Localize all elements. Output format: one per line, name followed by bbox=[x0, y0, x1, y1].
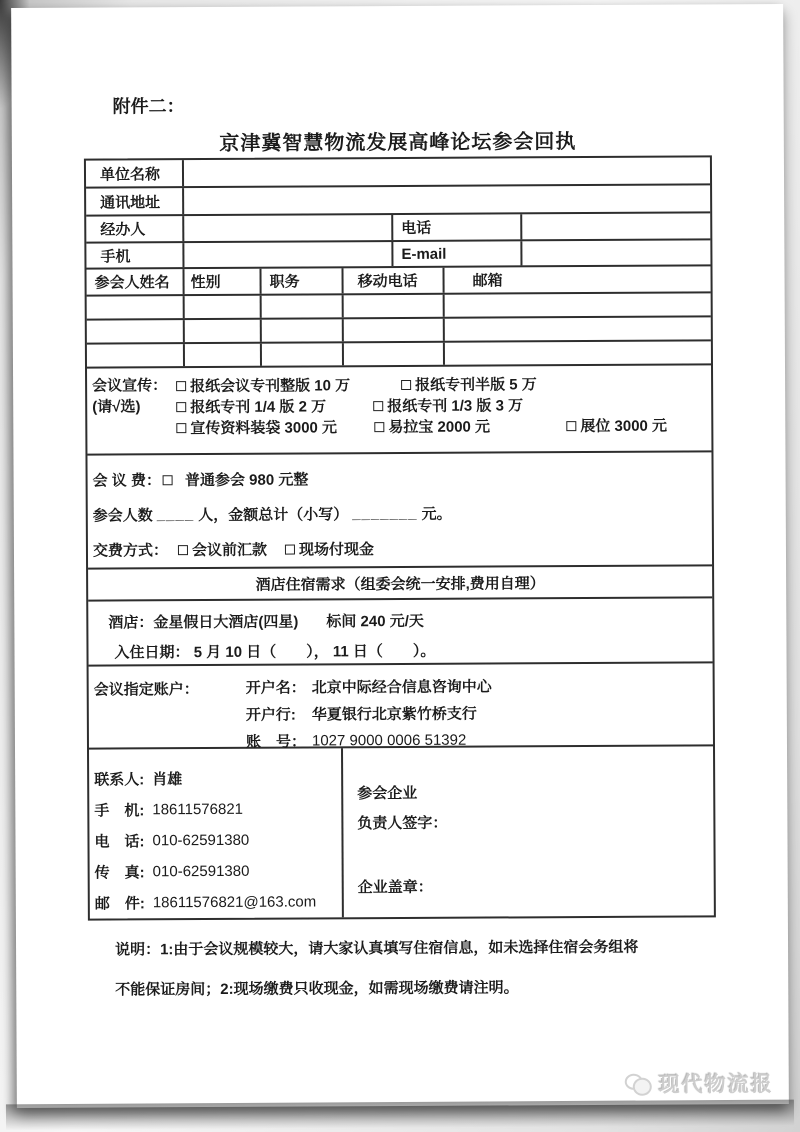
fee-count-line bbox=[93, 501, 712, 525]
attendee-title-field[interactable] bbox=[262, 319, 344, 341]
contact-mobile-line bbox=[94, 794, 243, 826]
attendee-row-2 bbox=[87, 317, 711, 344]
attendee-title-header: 职务 bbox=[261, 268, 343, 293]
watermark-text: 现代物流报 bbox=[658, 1073, 774, 1097]
attendee-email-field[interactable] bbox=[445, 293, 711, 316]
attendee-title-field[interactable] bbox=[262, 295, 344, 317]
registration-table bbox=[84, 155, 716, 920]
attendee-email-header: 邮箱 bbox=[472, 272, 503, 290]
publisher-logo-icon bbox=[625, 1072, 655, 1096]
option-label: 报纸会议专刊整版 10 万 bbox=[190, 377, 351, 396]
promotion-note: (请√选) bbox=[92, 398, 141, 416]
option-label: 报纸专刊半版 5 万 bbox=[415, 376, 537, 394]
contact-email-key: 邮 件: bbox=[94, 895, 145, 913]
account-lines bbox=[245, 673, 492, 751]
address-field[interactable] bbox=[184, 185, 710, 214]
checkbox-option[interactable] bbox=[163, 468, 308, 490]
checkbox-icon bbox=[163, 475, 173, 485]
hotel-name: 酒店：金星假日大酒店(四星) bbox=[108, 613, 299, 632]
checkbox-option[interactable] bbox=[374, 415, 566, 437]
count-mid-label: 人，金额总计（小写） bbox=[198, 506, 349, 525]
checkbox-option[interactable] bbox=[176, 395, 373, 417]
option-label: 会议前汇款 bbox=[191, 541, 268, 560]
attendee-email-field[interactable] bbox=[445, 341, 711, 364]
section-contact bbox=[89, 746, 714, 918]
checkbox-icon bbox=[566, 421, 576, 431]
watermark bbox=[625, 1068, 774, 1099]
contact-phone-key: 电 话: bbox=[94, 833, 145, 851]
hotel-date-line[interactable]: 入住日期： 5 月 10 日（ ）， 11 日（ ）。 bbox=[114, 642, 436, 662]
row-mobile-email bbox=[86, 240, 710, 269]
agent-field[interactable] bbox=[184, 215, 393, 241]
account-number-value: 1027 9000 0006 51392 bbox=[311, 731, 467, 750]
checkbox-icon bbox=[373, 401, 383, 411]
company-label: 参会企业 bbox=[357, 784, 418, 803]
account-name-value: 北京中际经合信息咨询中心 bbox=[311, 678, 492, 697]
contact-mobile-value: 18611576821 bbox=[152, 800, 244, 819]
account-name-key: 开户名： bbox=[245, 679, 306, 697]
contact-phone-line bbox=[94, 825, 249, 857]
amount-blank-line[interactable]: _______ bbox=[352, 504, 418, 523]
count-blank-line[interactable]: ____ bbox=[156, 506, 195, 524]
row-agent-phone bbox=[86, 213, 710, 243]
attendee-gender-field[interactable] bbox=[185, 296, 262, 318]
row-address bbox=[86, 185, 710, 216]
contact-person-key: 联系人: bbox=[94, 771, 145, 789]
attendee-row-3 bbox=[87, 341, 711, 368]
account-label: 会议指定账户： bbox=[93, 681, 199, 699]
checkbox-option[interactable] bbox=[566, 415, 667, 437]
checkbox-option[interactable] bbox=[176, 374, 401, 396]
checkbox-icon bbox=[285, 544, 295, 554]
contact-info-cell bbox=[89, 748, 344, 918]
payment-label: 交费方式： bbox=[92, 542, 169, 560]
account-bank-key: 开户行: bbox=[245, 706, 296, 724]
unit-name-field[interactable] bbox=[184, 157, 710, 186]
attendee-gender-field[interactable] bbox=[185, 320, 262, 342]
attendee-name-header: 参会人姓名 bbox=[86, 269, 184, 295]
attendee-mobile-field[interactable] bbox=[344, 343, 445, 366]
option-label: 报纸专刊 1/3 版 3 万 bbox=[387, 397, 524, 416]
contact-person-value: 肖雄 bbox=[152, 771, 183, 789]
checkbox-option[interactable] bbox=[401, 373, 537, 395]
form-title: 京津冀智慧物流发展高峰论坛参会回执 bbox=[219, 131, 577, 155]
contact-fax-value: 010-62591380 bbox=[152, 862, 250, 881]
promotion-row-1 bbox=[176, 372, 711, 396]
attendee-title-field[interactable] bbox=[262, 343, 344, 365]
contact-fax-key: 传 真: bbox=[94, 864, 145, 882]
mobile-field[interactable] bbox=[184, 242, 393, 267]
fee-label: 会 议 费： bbox=[92, 472, 161, 490]
email-label: E-mail bbox=[393, 241, 522, 266]
account-bank-line bbox=[246, 700, 492, 728]
option-label: 现场付现金 bbox=[298, 541, 375, 559]
phone-field[interactable] bbox=[522, 213, 710, 239]
account-number-key: 账 号： bbox=[245, 733, 307, 751]
section-hotel bbox=[88, 598, 712, 666]
sign-label: 负责人签字： bbox=[357, 814, 448, 833]
section-fee bbox=[87, 452, 712, 569]
account-name-line bbox=[246, 673, 492, 701]
attendee-gender-field[interactable] bbox=[185, 344, 262, 366]
promotion-label-block bbox=[87, 375, 176, 453]
stamp-label: 企业盖章： bbox=[357, 878, 433, 897]
account-bank-value: 华夏银行北京紫竹桥支行 bbox=[311, 705, 477, 724]
promotion-options bbox=[176, 372, 711, 453]
contact-mobile-key: 手 机: bbox=[94, 802, 145, 820]
count-suffix-label: 元。 bbox=[421, 505, 452, 523]
hotel-rate: 标间 240 元/天 bbox=[326, 612, 424, 631]
option-label: 展位 3000 元 bbox=[580, 417, 668, 436]
contact-phone-value: 010-62591380 bbox=[152, 831, 250, 850]
checkbox-icon bbox=[176, 423, 186, 433]
option-label: 宣传资料装袋 3000 元 bbox=[190, 419, 338, 438]
payment-line bbox=[93, 536, 712, 560]
section-account bbox=[89, 663, 713, 749]
attendee-row-1 bbox=[87, 293, 711, 320]
checkbox-option[interactable] bbox=[373, 394, 523, 416]
fee-line bbox=[93, 466, 712, 490]
checkbox-option[interactable] bbox=[176, 416, 374, 438]
attendee-email-field[interactable] bbox=[445, 317, 711, 340]
option-label: 易拉宝 2000 元 bbox=[388, 418, 491, 437]
hotel-section-header bbox=[88, 566, 712, 601]
count-label: 参会人数 bbox=[92, 507, 153, 525]
checkbox-icon bbox=[374, 422, 384, 432]
row-attendee-header bbox=[86, 266, 710, 296]
checkbox-icon bbox=[178, 545, 188, 555]
checkbox-icon bbox=[401, 379, 411, 389]
email-field[interactable] bbox=[522, 240, 710, 265]
attendee-name-field[interactable] bbox=[87, 296, 185, 319]
notes-block bbox=[115, 934, 695, 1017]
row-unit-name bbox=[86, 157, 710, 188]
promotion-label: 会议宣传： bbox=[92, 377, 168, 395]
checkbox-option[interactable] bbox=[285, 538, 374, 559]
attendee-name-field[interactable] bbox=[87, 344, 185, 367]
signature-cell[interactable] bbox=[343, 746, 714, 917]
section-promotion bbox=[87, 365, 711, 455]
hotel-name-line bbox=[108, 608, 712, 632]
attendee-gender-header: 性别 bbox=[184, 269, 261, 294]
promotion-row-3 bbox=[176, 414, 711, 438]
note-line-1: 说明：1:由于会议规模较大，请大家认真填写住宿信息，如未选择住宿会务组将 bbox=[115, 938, 639, 959]
phone-label: 电话 bbox=[393, 214, 522, 240]
hotel-header-text: 酒店住宿需求（组委会统一安排,费用自理） bbox=[255, 574, 545, 594]
option-label: 普通参会 980 元整 bbox=[184, 471, 309, 490]
agent-label: 经办人 bbox=[86, 216, 184, 242]
mobile-label: 手机 bbox=[86, 243, 184, 268]
note-line-2: 不能保证房间；2:现场缴费只收现金，如需现场缴费请注明。 bbox=[115, 979, 519, 999]
contact-person-line bbox=[94, 763, 182, 794]
checkbox-option[interactable] bbox=[178, 539, 267, 560]
contact-email-value: 18611576821@163.com bbox=[152, 893, 317, 912]
attachment-label: 附件二： bbox=[112, 96, 185, 117]
attendee-name-field[interactable] bbox=[87, 320, 185, 343]
promotion-row-2 bbox=[176, 393, 711, 417]
option-label: 报纸专刊 1/4 版 2 万 bbox=[190, 398, 327, 417]
attendee-mobile-field[interactable] bbox=[344, 319, 445, 342]
attendee-mobile-field[interactable] bbox=[344, 295, 445, 318]
contact-fax-line bbox=[95, 856, 250, 888]
address-label: 通讯地址 bbox=[86, 188, 184, 215]
checkbox-icon bbox=[176, 402, 186, 412]
unit-name-label: 单位名称 bbox=[86, 160, 184, 187]
paper-sheet bbox=[11, 4, 789, 1108]
attendee-mobile-header: 移动电话 bbox=[343, 268, 444, 294]
checkbox-icon bbox=[176, 381, 186, 391]
contact-email-line bbox=[95, 886, 317, 918]
